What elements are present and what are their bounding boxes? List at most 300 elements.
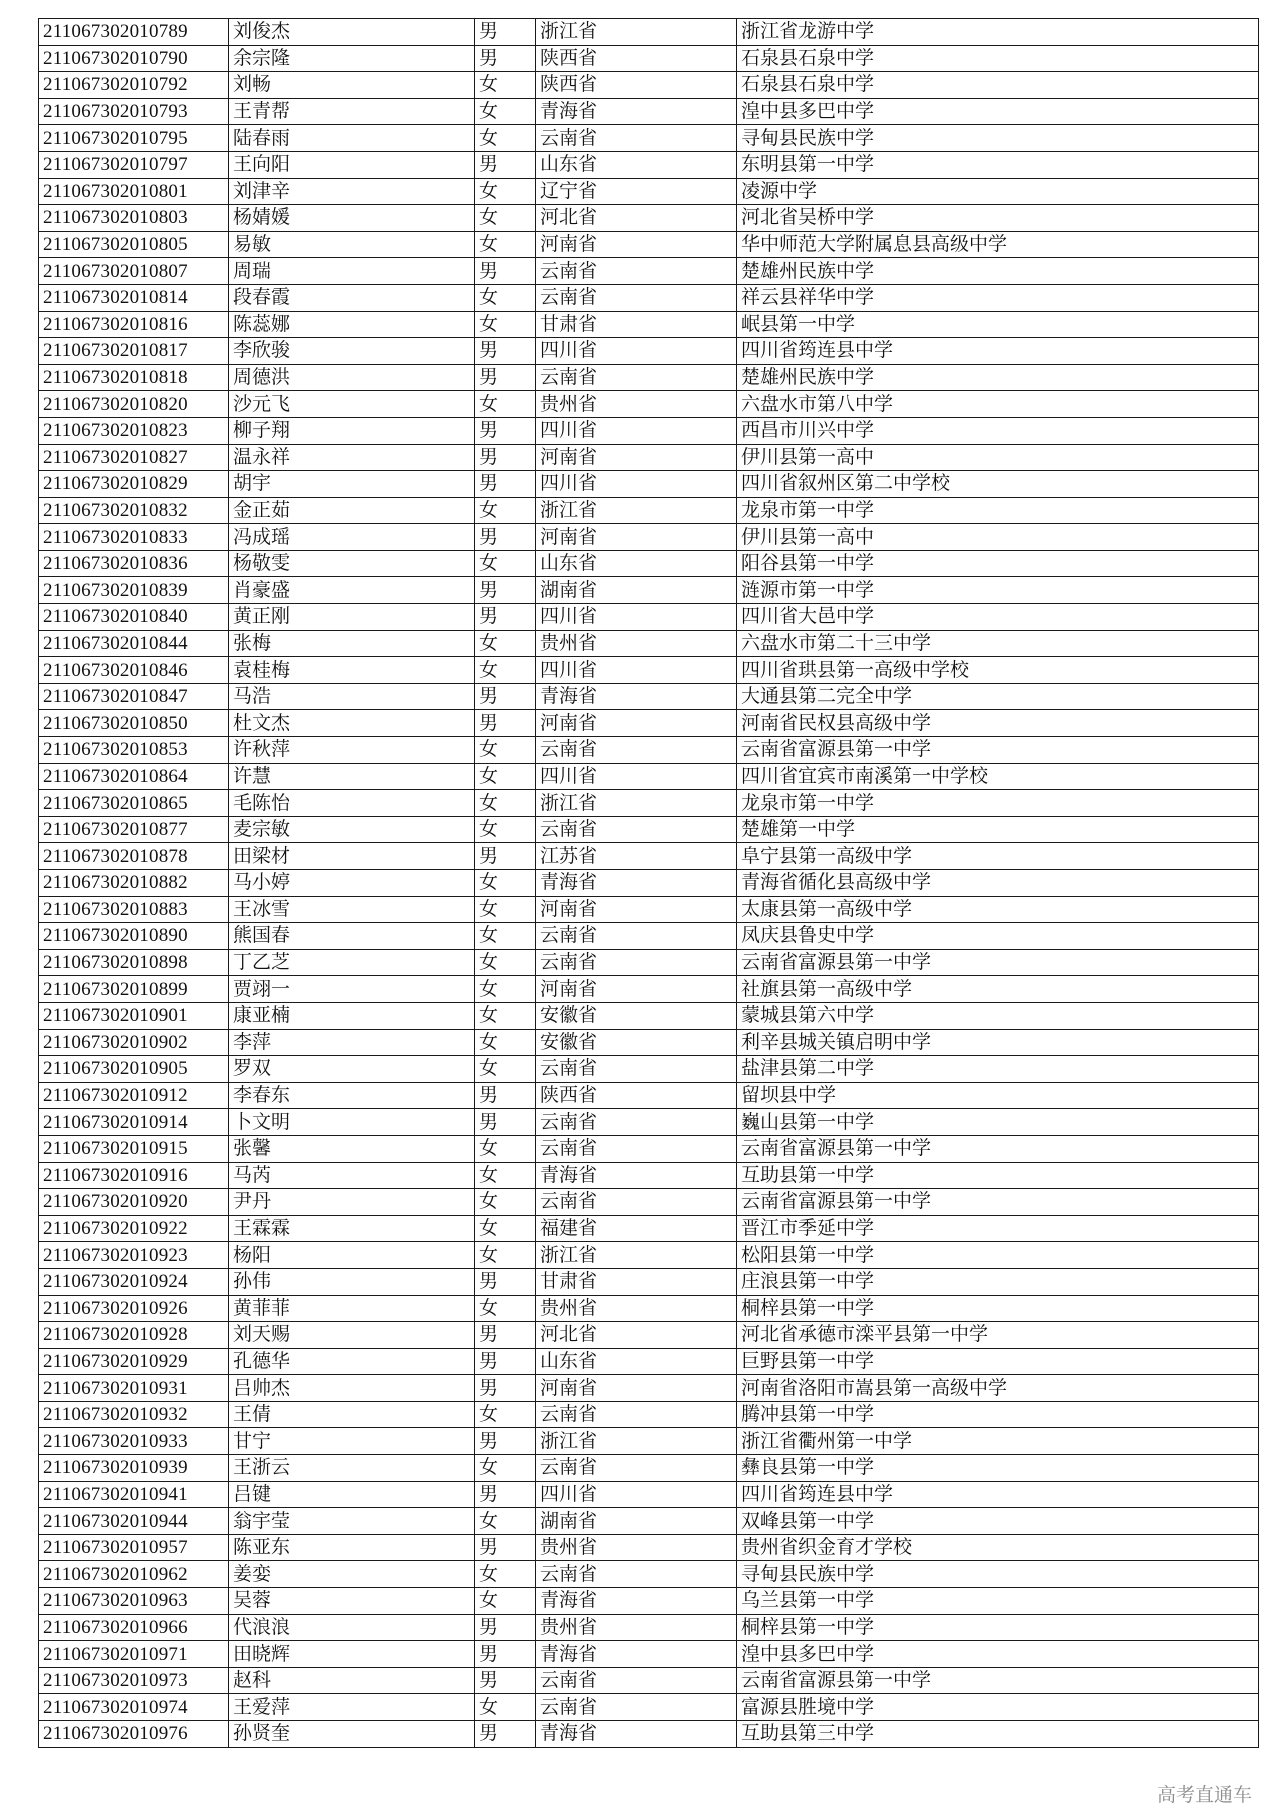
province-cell: 云南省 xyxy=(536,737,737,764)
student-name-cell: 李春东 xyxy=(229,1082,475,1109)
candidate-id-cell: 211067302010957 xyxy=(39,1534,229,1561)
candidate-id-cell: 211067302010901 xyxy=(39,1002,229,1029)
student-name-cell: 周瑞 xyxy=(229,258,475,285)
province-cell: 河南省 xyxy=(536,976,737,1003)
school-cell: 盐津县第二中学 xyxy=(737,1056,1259,1083)
table-row xyxy=(39,976,1259,1003)
gender-cell: 女 xyxy=(475,1056,536,1083)
table-row xyxy=(39,1242,1259,1269)
student-name-cell: 麦宗敏 xyxy=(229,816,475,843)
province-cell: 云南省 xyxy=(536,258,737,285)
table-row xyxy=(39,471,1259,498)
table-row xyxy=(39,790,1259,817)
candidate-id-cell: 211067302010962 xyxy=(39,1561,229,1588)
province-cell: 青海省 xyxy=(536,1588,737,1615)
student-name-cell: 王青帮 xyxy=(229,98,475,125)
student-name-cell: 王倩 xyxy=(229,1401,475,1428)
gender-cell: 男 xyxy=(475,19,536,46)
student-name-cell: 冯成瑶 xyxy=(229,524,475,551)
student-name-cell: 马芮 xyxy=(229,1162,475,1189)
table-row xyxy=(39,1295,1259,1322)
student-name-cell: 陆春雨 xyxy=(229,125,475,152)
candidate-id-cell: 211067302010832 xyxy=(39,497,229,524)
table-row xyxy=(39,1189,1259,1216)
student-name-cell: 许慧 xyxy=(229,763,475,790)
gender-cell: 女 xyxy=(475,178,536,205)
student-name-cell: 刘俊杰 xyxy=(229,19,475,46)
candidate-id-cell: 211067302010865 xyxy=(39,790,229,817)
candidate-id-cell: 211067302010974 xyxy=(39,1694,229,1721)
table-row xyxy=(39,896,1259,923)
province-cell: 浙江省 xyxy=(536,1242,737,1269)
table-row xyxy=(39,125,1259,152)
gender-cell: 女 xyxy=(475,1029,536,1056)
school-cell: 浙江省衢州第一中学 xyxy=(737,1428,1259,1455)
student-name-cell: 李欣骏 xyxy=(229,338,475,365)
table-row xyxy=(39,258,1259,285)
school-cell: 凤庆县鲁史中学 xyxy=(737,923,1259,950)
gender-cell: 女 xyxy=(475,391,536,418)
student-name-cell: 胡宇 xyxy=(229,471,475,498)
table-row xyxy=(39,1082,1259,1109)
province-cell: 浙江省 xyxy=(536,19,737,46)
gender-cell: 男 xyxy=(475,710,536,737)
student-name-cell: 刘津辛 xyxy=(229,178,475,205)
province-cell: 河北省 xyxy=(536,205,737,232)
province-cell: 河南省 xyxy=(536,1375,737,1402)
school-cell: 晋江市季延中学 xyxy=(737,1215,1259,1242)
gender-cell: 男 xyxy=(475,258,536,285)
gender-cell: 女 xyxy=(475,790,536,817)
candidate-id-cell: 211067302010878 xyxy=(39,843,229,870)
table-row xyxy=(39,870,1259,897)
student-name-cell: 王爱萍 xyxy=(229,1694,475,1721)
table-row xyxy=(39,151,1259,178)
province-cell: 贵州省 xyxy=(536,1614,737,1641)
province-cell: 青海省 xyxy=(536,870,737,897)
student-name-cell: 王霖霖 xyxy=(229,1215,475,1242)
gender-cell: 女 xyxy=(475,1189,536,1216)
province-cell: 云南省 xyxy=(536,1455,737,1482)
candidate-id-cell: 211067302010807 xyxy=(39,258,229,285)
candidate-id-cell: 211067302010963 xyxy=(39,1588,229,1615)
student-name-cell: 毛陈怡 xyxy=(229,790,475,817)
school-cell: 巍山县第一中学 xyxy=(737,1109,1259,1136)
table-row xyxy=(39,1508,1259,1535)
candidate-id-cell: 211067302010801 xyxy=(39,178,229,205)
table-row xyxy=(39,1588,1259,1615)
table-row xyxy=(39,1428,1259,1455)
school-cell: 浙江省龙游中学 xyxy=(737,19,1259,46)
student-name-cell: 甘宁 xyxy=(229,1428,475,1455)
province-cell: 湖南省 xyxy=(536,577,737,604)
table-row xyxy=(39,391,1259,418)
student-name-cell: 熊国春 xyxy=(229,923,475,950)
candidate-id-cell: 211067302010803 xyxy=(39,205,229,232)
school-cell: 富源县胜境中学 xyxy=(737,1694,1259,1721)
candidate-id-cell: 211067302010864 xyxy=(39,763,229,790)
gender-cell: 男 xyxy=(475,1268,536,1295)
province-cell: 甘肃省 xyxy=(536,311,737,338)
gender-cell: 男 xyxy=(475,471,536,498)
gender-cell: 女 xyxy=(475,98,536,125)
province-cell: 河南省 xyxy=(536,896,737,923)
gender-cell: 女 xyxy=(475,205,536,232)
school-cell: 四川省叙州区第二中学校 xyxy=(737,471,1259,498)
province-cell: 云南省 xyxy=(536,1561,737,1588)
province-cell: 四川省 xyxy=(536,1481,737,1508)
province-cell: 四川省 xyxy=(536,417,737,444)
student-name-cell: 尹丹 xyxy=(229,1189,475,1216)
school-cell: 楚雄州民族中学 xyxy=(737,364,1259,391)
table-row xyxy=(39,550,1259,577)
province-cell: 四川省 xyxy=(536,657,737,684)
candidate-id-cell: 211067302010844 xyxy=(39,630,229,657)
candidate-id-cell: 211067302010926 xyxy=(39,1295,229,1322)
gender-cell: 男 xyxy=(475,1641,536,1668)
school-cell: 寻甸县民族中学 xyxy=(737,125,1259,152)
province-cell: 山东省 xyxy=(536,1348,737,1375)
table-row xyxy=(39,630,1259,657)
table-row xyxy=(39,577,1259,604)
candidate-id-cell: 211067302010932 xyxy=(39,1401,229,1428)
province-cell: 云南省 xyxy=(536,1401,737,1428)
province-cell: 湖南省 xyxy=(536,1508,737,1535)
candidate-id-cell: 211067302010898 xyxy=(39,949,229,976)
candidate-id-cell: 211067302010805 xyxy=(39,231,229,258)
table-row xyxy=(39,1614,1259,1641)
table-row xyxy=(39,657,1259,684)
gender-cell: 女 xyxy=(475,311,536,338)
province-cell: 山东省 xyxy=(536,550,737,577)
student-name-cell: 翁宇莹 xyxy=(229,1508,475,1535)
gender-cell: 男 xyxy=(475,843,536,870)
province-cell: 河北省 xyxy=(536,1322,737,1349)
gender-cell: 女 xyxy=(475,72,536,99)
table-row xyxy=(39,1534,1259,1561)
school-cell: 楚雄第一中学 xyxy=(737,816,1259,843)
school-cell: 云南省富源县第一中学 xyxy=(737,1189,1259,1216)
school-cell: 湟中县多巴中学 xyxy=(737,98,1259,125)
province-cell: 陕西省 xyxy=(536,72,737,99)
province-cell: 福建省 xyxy=(536,1215,737,1242)
gender-cell: 女 xyxy=(475,1508,536,1535)
student-name-cell: 黄菲菲 xyxy=(229,1295,475,1322)
school-cell: 四川省珙县第一高级中学校 xyxy=(737,657,1259,684)
province-cell: 青海省 xyxy=(536,1721,737,1748)
candidate-id-cell: 211067302010971 xyxy=(39,1641,229,1668)
table-row xyxy=(39,843,1259,870)
school-cell: 伊川县第一高中 xyxy=(737,444,1259,471)
table-row xyxy=(39,497,1259,524)
watermark-text: 高考直通车 xyxy=(1156,1784,1252,1806)
school-cell: 庄浪县第一中学 xyxy=(737,1268,1259,1295)
gender-cell: 男 xyxy=(475,417,536,444)
school-cell: 云南省富源县第一中学 xyxy=(737,737,1259,764)
province-cell: 四川省 xyxy=(536,763,737,790)
table-row xyxy=(39,524,1259,551)
school-cell: 贵州省织金育才学校 xyxy=(737,1534,1259,1561)
candidate-id-cell: 211067302010836 xyxy=(39,550,229,577)
student-name-cell: 张馨 xyxy=(229,1135,475,1162)
gender-cell: 男 xyxy=(475,1375,536,1402)
gender-cell: 男 xyxy=(475,444,536,471)
province-cell: 江苏省 xyxy=(536,843,737,870)
admission-list-table xyxy=(38,18,1259,1748)
province-cell: 云南省 xyxy=(536,1109,737,1136)
gender-cell: 女 xyxy=(475,1561,536,1588)
candidate-id-cell: 211067302010814 xyxy=(39,284,229,311)
gender-cell: 男 xyxy=(475,577,536,604)
gender-cell: 女 xyxy=(475,737,536,764)
gender-cell: 女 xyxy=(475,763,536,790)
table-row xyxy=(39,417,1259,444)
school-cell: 石泉县石泉中学 xyxy=(737,45,1259,72)
school-cell: 四川省大邑中学 xyxy=(737,604,1259,631)
table-row xyxy=(39,683,1259,710)
province-cell: 云南省 xyxy=(536,125,737,152)
province-cell: 贵州省 xyxy=(536,1534,737,1561)
school-cell: 桐梓县第一中学 xyxy=(737,1614,1259,1641)
province-cell: 云南省 xyxy=(536,1135,737,1162)
student-name-cell: 康亚楠 xyxy=(229,1002,475,1029)
table-row xyxy=(39,710,1259,737)
candidate-id-cell: 211067302010789 xyxy=(39,19,229,46)
school-cell: 阜宁县第一高级中学 xyxy=(737,843,1259,870)
province-cell: 浙江省 xyxy=(536,790,737,817)
school-cell: 河北省吴桥中学 xyxy=(737,205,1259,232)
gender-cell: 女 xyxy=(475,125,536,152)
gender-cell: 女 xyxy=(475,923,536,950)
table-row xyxy=(39,98,1259,125)
province-cell: 河南省 xyxy=(536,710,737,737)
gender-cell: 女 xyxy=(475,1694,536,1721)
school-cell: 松阳县第一中学 xyxy=(737,1242,1259,1269)
province-cell: 云南省 xyxy=(536,1056,737,1083)
candidate-id-cell: 211067302010816 xyxy=(39,311,229,338)
school-cell: 云南省富源县第一中学 xyxy=(737,949,1259,976)
student-name-cell: 杨敬雯 xyxy=(229,550,475,577)
candidate-id-cell: 211067302010797 xyxy=(39,151,229,178)
student-name-cell: 段春霞 xyxy=(229,284,475,311)
school-cell: 阳谷县第一中学 xyxy=(737,550,1259,577)
gender-cell: 男 xyxy=(475,45,536,72)
province-cell: 浙江省 xyxy=(536,1428,737,1455)
school-cell: 龙泉市第一中学 xyxy=(737,790,1259,817)
student-name-cell: 丁乙芝 xyxy=(229,949,475,976)
gender-cell: 女 xyxy=(475,1135,536,1162)
candidate-id-cell: 211067302010924 xyxy=(39,1268,229,1295)
gender-cell: 男 xyxy=(475,1348,536,1375)
province-cell: 安徽省 xyxy=(536,1029,737,1056)
school-cell: 太康县第一高级中学 xyxy=(737,896,1259,923)
school-cell: 湟中县多巴中学 xyxy=(737,1641,1259,1668)
gender-cell: 男 xyxy=(475,1428,536,1455)
school-cell: 河北省承德市滦平县第一中学 xyxy=(737,1322,1259,1349)
province-cell: 云南省 xyxy=(536,1667,737,1694)
table-row xyxy=(39,763,1259,790)
candidate-id-cell: 211067302010912 xyxy=(39,1082,229,1109)
province-cell: 甘肃省 xyxy=(536,1268,737,1295)
table-row xyxy=(39,1641,1259,1668)
gender-cell: 女 xyxy=(475,1215,536,1242)
table-row xyxy=(39,364,1259,391)
school-cell: 六盘水市第二十三中学 xyxy=(737,630,1259,657)
province-cell: 云南省 xyxy=(536,949,737,976)
table-row xyxy=(39,1481,1259,1508)
student-name-cell: 刘畅 xyxy=(229,72,475,99)
table-row xyxy=(39,1375,1259,1402)
candidate-id-cell: 211067302010827 xyxy=(39,444,229,471)
candidate-id-cell: 211067302010846 xyxy=(39,657,229,684)
province-cell: 安徽省 xyxy=(536,1002,737,1029)
table-row xyxy=(39,284,1259,311)
student-name-cell: 温永祥 xyxy=(229,444,475,471)
student-name-cell: 肖豪盛 xyxy=(229,577,475,604)
candidate-id-cell: 211067302010850 xyxy=(39,710,229,737)
gender-cell: 女 xyxy=(475,1242,536,1269)
candidate-id-cell: 211067302010899 xyxy=(39,976,229,1003)
table-row xyxy=(39,178,1259,205)
school-cell: 云南省富源县第一中学 xyxy=(737,1135,1259,1162)
student-name-cell: 孙伟 xyxy=(229,1268,475,1295)
gender-cell: 男 xyxy=(475,1082,536,1109)
gender-cell: 男 xyxy=(475,1534,536,1561)
gender-cell: 女 xyxy=(475,1162,536,1189)
school-cell: 彝良县第一中学 xyxy=(737,1455,1259,1482)
table-row xyxy=(39,737,1259,764)
gender-cell: 女 xyxy=(475,1455,536,1482)
student-name-cell: 田晓辉 xyxy=(229,1641,475,1668)
candidate-id-cell: 211067302010944 xyxy=(39,1508,229,1535)
province-cell: 青海省 xyxy=(536,683,737,710)
candidate-id-cell: 211067302010973 xyxy=(39,1667,229,1694)
school-cell: 西昌市川兴中学 xyxy=(737,417,1259,444)
school-cell: 腾冲县第一中学 xyxy=(737,1401,1259,1428)
candidate-id-cell: 211067302010922 xyxy=(39,1215,229,1242)
candidate-id-cell: 211067302010933 xyxy=(39,1428,229,1455)
province-cell: 青海省 xyxy=(536,1641,737,1668)
candidate-id-cell: 211067302010840 xyxy=(39,604,229,631)
school-cell: 龙泉市第一中学 xyxy=(737,497,1259,524)
gender-cell: 女 xyxy=(475,1401,536,1428)
gender-cell: 女 xyxy=(475,870,536,897)
gender-cell: 男 xyxy=(475,1721,536,1748)
student-name-cell: 李萍 xyxy=(229,1029,475,1056)
table-row xyxy=(39,1561,1259,1588)
student-name-cell: 吕帅杰 xyxy=(229,1375,475,1402)
school-cell: 六盘水市第八中学 xyxy=(737,391,1259,418)
province-cell: 浙江省 xyxy=(536,497,737,524)
gender-cell: 男 xyxy=(475,1322,536,1349)
student-name-cell: 杜文杰 xyxy=(229,710,475,737)
student-name-cell: 王冰雪 xyxy=(229,896,475,923)
candidate-id-cell: 211067302010792 xyxy=(39,72,229,99)
gender-cell: 女 xyxy=(475,657,536,684)
student-name-cell: 王向阳 xyxy=(229,151,475,178)
province-cell: 云南省 xyxy=(536,816,737,843)
student-name-cell: 吴蓉 xyxy=(229,1588,475,1615)
candidate-id-cell: 211067302010920 xyxy=(39,1189,229,1216)
student-name-cell: 马小婷 xyxy=(229,870,475,897)
candidate-id-cell: 211067302010929 xyxy=(39,1348,229,1375)
student-name-cell: 柳子翔 xyxy=(229,417,475,444)
table-row xyxy=(39,1002,1259,1029)
candidate-id-cell: 211067302010793 xyxy=(39,98,229,125)
school-cell: 青海省循化县高级中学 xyxy=(737,870,1259,897)
candidate-id-cell: 211067302010820 xyxy=(39,391,229,418)
gender-cell: 女 xyxy=(475,284,536,311)
school-cell: 华中师范大学附属息县高级中学 xyxy=(737,231,1259,258)
school-cell: 岷县第一中学 xyxy=(737,311,1259,338)
gender-cell: 女 xyxy=(475,231,536,258)
candidate-id-cell: 211067302010916 xyxy=(39,1162,229,1189)
province-cell: 云南省 xyxy=(536,1694,737,1721)
student-name-cell: 许秋萍 xyxy=(229,737,475,764)
candidate-id-cell: 211067302010914 xyxy=(39,1109,229,1136)
student-name-cell: 马浩 xyxy=(229,683,475,710)
province-cell: 陕西省 xyxy=(536,45,737,72)
candidate-id-cell: 211067302010928 xyxy=(39,1322,229,1349)
gender-cell: 女 xyxy=(475,497,536,524)
gender-cell: 男 xyxy=(475,151,536,178)
table-row xyxy=(39,72,1259,99)
student-name-cell: 陈蕊娜 xyxy=(229,311,475,338)
school-cell: 石泉县石泉中学 xyxy=(737,72,1259,99)
province-cell: 青海省 xyxy=(536,98,737,125)
gender-cell: 女 xyxy=(475,896,536,923)
table-row xyxy=(39,444,1259,471)
candidate-id-cell: 211067302010923 xyxy=(39,1242,229,1269)
student-name-cell: 赵科 xyxy=(229,1667,475,1694)
student-name-cell: 卜文明 xyxy=(229,1109,475,1136)
school-cell: 大通县第二完全中学 xyxy=(737,683,1259,710)
province-cell: 辽宁省 xyxy=(536,178,737,205)
table-row xyxy=(39,19,1259,46)
gender-cell: 女 xyxy=(475,1588,536,1615)
table-row xyxy=(39,1109,1259,1136)
province-cell: 河南省 xyxy=(536,444,737,471)
school-cell: 四川省筠连县中学 xyxy=(737,338,1259,365)
student-name-cell: 周德洪 xyxy=(229,364,475,391)
candidate-id-cell: 211067302010790 xyxy=(39,45,229,72)
table-row xyxy=(39,816,1259,843)
candidate-id-cell: 211067302010902 xyxy=(39,1029,229,1056)
student-name-cell: 孙贤奎 xyxy=(229,1721,475,1748)
table-row xyxy=(39,949,1259,976)
school-cell: 凌源中学 xyxy=(737,178,1259,205)
school-cell: 桐梓县第一中学 xyxy=(737,1295,1259,1322)
gender-cell: 男 xyxy=(475,1667,536,1694)
province-cell: 云南省 xyxy=(536,284,737,311)
province-cell: 青海省 xyxy=(536,1162,737,1189)
province-cell: 四川省 xyxy=(536,604,737,631)
student-name-cell: 张梅 xyxy=(229,630,475,657)
candidate-id-cell: 211067302010829 xyxy=(39,471,229,498)
student-name-cell: 黄正刚 xyxy=(229,604,475,631)
province-cell: 河南省 xyxy=(536,231,737,258)
candidate-id-cell: 211067302010890 xyxy=(39,923,229,950)
candidate-id-cell: 211067302010915 xyxy=(39,1135,229,1162)
table-row xyxy=(39,1667,1259,1694)
school-cell: 互助县第一中学 xyxy=(737,1162,1259,1189)
school-cell: 河南省洛阳市嵩县第一高级中学 xyxy=(737,1375,1259,1402)
school-cell: 巨野县第一中学 xyxy=(737,1348,1259,1375)
school-cell: 涟源市第一中学 xyxy=(737,577,1259,604)
gender-cell: 女 xyxy=(475,1295,536,1322)
school-cell: 祥云县祥华中学 xyxy=(737,284,1259,311)
table-row xyxy=(39,1135,1259,1162)
